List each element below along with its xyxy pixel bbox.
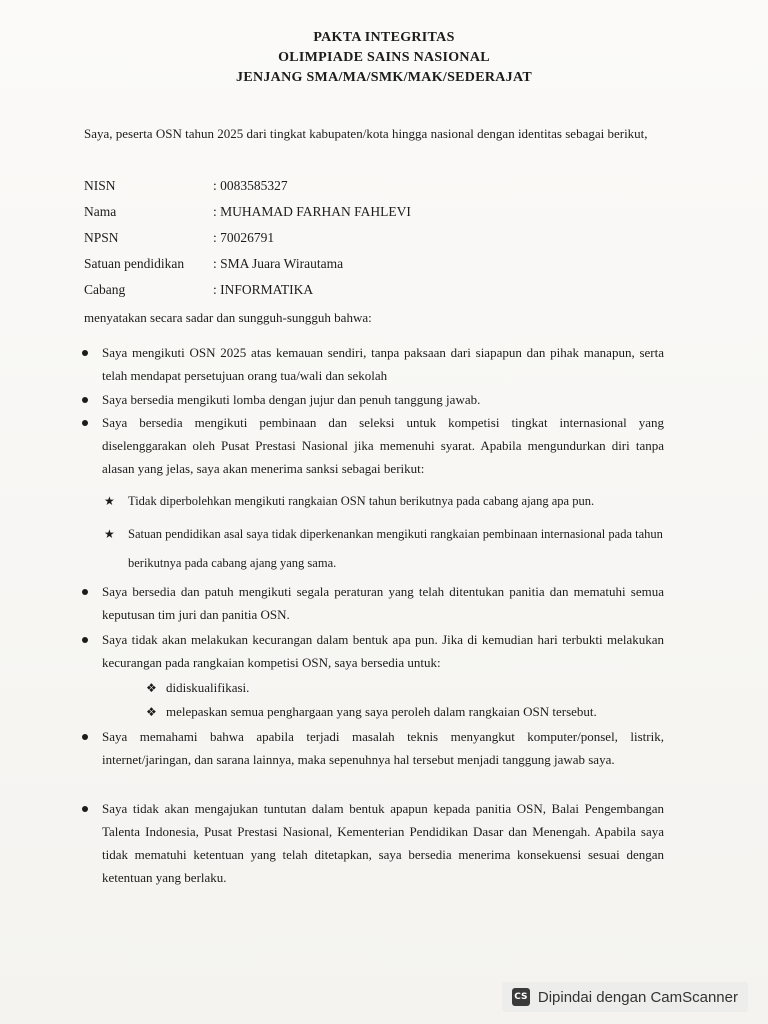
field-value: : SMA Juara Wirautama — [213, 256, 344, 271]
camscanner-text: Dipindai dengan CamScanner — [537, 988, 738, 1006]
field-value: : INFORMATIKA — [213, 282, 314, 297]
bullet-text: Saya bersedia dan patuh mengikuti segala peraturan yang telah ditentukan panitia dan mematuhi semua keputusan tim juri dan panitia OSN. — [102, 584, 664, 622]
bullet-dot-icon — [82, 734, 88, 740]
consequence-item — [146, 701, 666, 723]
bullet-item — [84, 628, 664, 674]
field-value: : 0083585327 — [213, 178, 288, 193]
bullet-text: Saya tidak akan melakukan kecurangan dalam bentuk apa pun. Jika di kemudian hari terbukti melakukan kecurangan pada rangkaian kompetisi OSN, saya bersedia untuk: — [102, 632, 664, 670]
document-title-line-2: OLIMPIADE SAINS NASIONAL — [278, 50, 490, 65]
star-icon: ★ — [104, 494, 115, 508]
bullet-dot-icon — [82, 589, 88, 595]
sanction-item — [104, 487, 666, 516]
bullet-item — [84, 388, 664, 411]
bullet-dot-icon — [82, 350, 88, 356]
camscanner-watermark — [502, 982, 748, 1012]
sanction-item — [104, 520, 666, 578]
field-label: Cabang — [84, 282, 126, 297]
sanction-text: Satuan pendidikan asal saya tidak diperkenankan mengikuti rangkaian pembinaan internasional pada tahun berikutnya pada cabang ajang yang sama. — [128, 527, 663, 570]
bullet-dot-icon — [82, 397, 88, 403]
field-label: Nama — [84, 204, 117, 219]
bullet-item — [84, 580, 664, 626]
bullet-item — [84, 797, 664, 889]
bullet-text: Saya tidak akan mengajukan tuntutan dalam bentuk apapun kepada panitia OSN, Balai Pengembangan Talenta Indonesia, Pusat Prestasi Nasional, Kementerian Pendidikan Dasar dan Menengah. Apabila saya tidak mematuhi ketentuan yang telah ditetapkan, saya bersedia menerima konsekuensi sesuai dengan ketentuan yang berlaku. — [102, 801, 664, 885]
bullet-text: Saya bersedia mengikuti pembinaan dan seleksi untuk kompetisi tingkat internasional yang diselenggarakan oleh Pusat Prestasi Nasional jika memenuhi syarat. Apabila mengundurkan diri tanpa alasan yang jelas, saya akan menerima sanksi sebagai berikut: — [102, 415, 664, 476]
consequence-text: didiskualifikasi. — [166, 680, 250, 695]
camscanner-logo-icon: CS — [512, 988, 530, 1006]
sanction-text: Tidak diperbolehkan mengikuti rangkaian OSN tahun berikutnya pada cabang ajang apa pun. — [128, 494, 595, 508]
field-value: : MUHAMAD FARHAN FAHLEVI — [213, 204, 411, 219]
consequence-item — [146, 677, 666, 699]
field-label: NPSN — [84, 230, 119, 245]
document-title-line-3: JENJANG SMA/MA/SMK/MAK/SEDERAJAT — [236, 70, 532, 85]
field-value: : 70026791 — [213, 230, 275, 245]
bullet-text: Saya mengikuti OSN 2025 atas kemauan sendiri, tanpa paksaan dari siapapun dan pihak manapun, serta telah mendapat persetujuan orang tua/wali dan sekolah — [102, 345, 664, 383]
bullet-text: Saya memahami bahwa apabila terjadi masalah teknis menyangkut komputer/ponsel, listrik, internet/jaringan, dan sarana lainnya, maka sepenuhnya hal tersebut menjadi tanggung jawab saya. — [102, 729, 664, 767]
bullet-dot-icon — [82, 420, 88, 426]
intro-paragraph: Saya, peserta OSN tahun 2025 dari tingkat kabupaten/kota hingga nasional dengan identitas sebagai berikut, — [84, 126, 648, 141]
bullet-dot-icon — [82, 637, 88, 643]
star-icon: ★ — [104, 527, 115, 541]
bullet-text: Saya bersedia mengikuti lomba dengan jujur dan penuh tanggung jawab. — [102, 392, 481, 407]
diamond-icon: ❖ — [146, 705, 157, 719]
consequence-text: melepaskan semua penghargaan yang saya peroleh dalam rangkaian OSN tersebut. — [166, 704, 597, 719]
bullet-dot-icon — [82, 806, 88, 812]
bullet-item — [84, 341, 664, 387]
diamond-icon: ❖ — [146, 681, 157, 695]
field-label: Satuan pendidikan — [84, 256, 185, 271]
document-title-line-1: PAKTA INTEGRITAS — [313, 30, 455, 45]
bullet-item — [84, 725, 664, 771]
statement-line: menyatakan secara sadar dan sungguh-sungguh bahwa: — [84, 310, 372, 325]
field-label: NISN — [84, 178, 116, 193]
bullet-item — [84, 411, 664, 480]
